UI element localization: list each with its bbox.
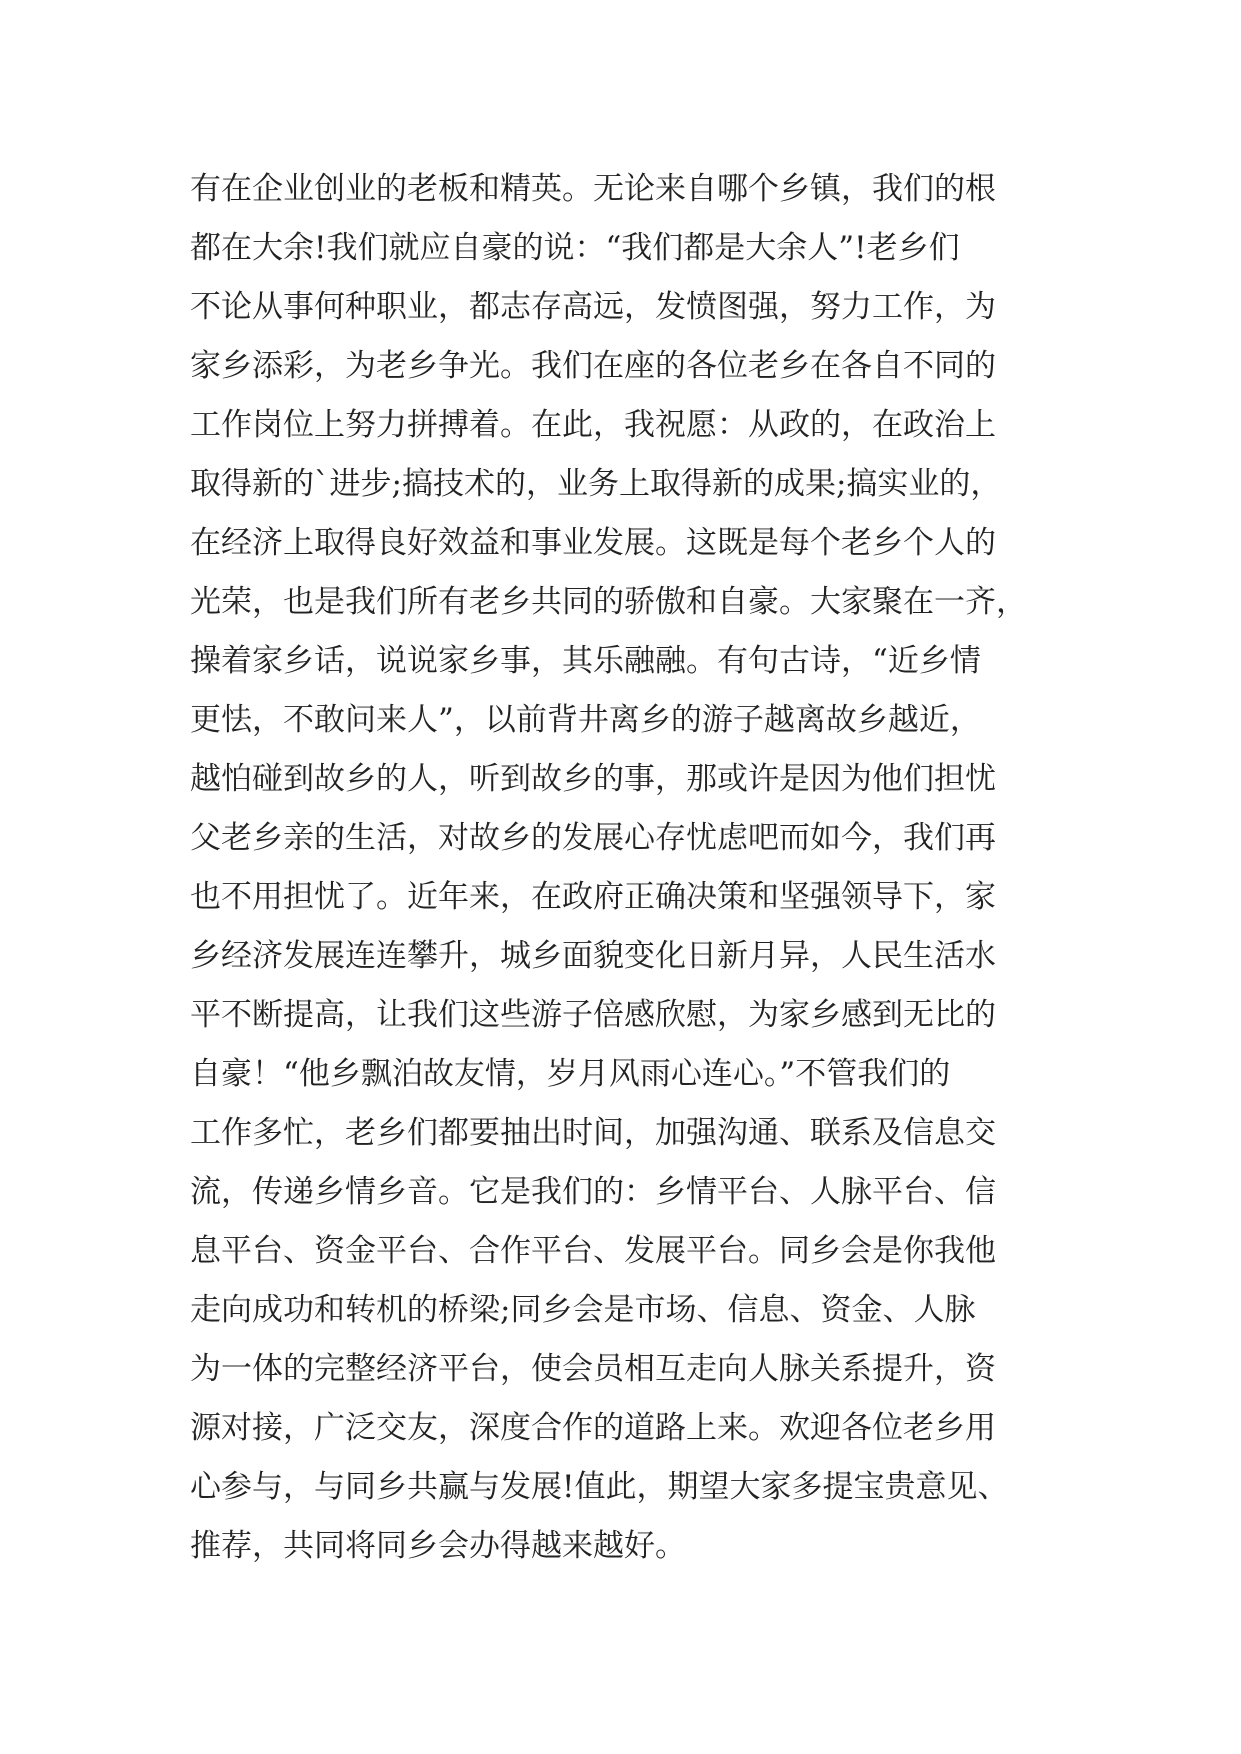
text-line-17: 工作多忙，老乡们都要抽出时间，加强沟通、联系及信息交 bbox=[190, 1115, 996, 1151]
text-line-12: 父老乡亲的生活，对故乡的发展心存忧虑吧而如今，我们再 bbox=[190, 820, 996, 856]
text-line-23: 心参与，与同乡共赢与发展!值此，期望大家多提宝贵意见、 bbox=[190, 1469, 1009, 1505]
text-line-4: 家乡添彩，为老乡争光。我们在座的各位老乡在各自不同的 bbox=[190, 348, 996, 384]
text-line-24: 推荐，共同将同乡会办得越来越好。 bbox=[190, 1528, 686, 1564]
text-line-14: 乡经济发展连连攀升，城乡面貌变化日新月异，人民生活水 bbox=[190, 938, 996, 974]
text-line-5: 工作岗位上努力拼搏着。在此，我祝愿：从政的，在政治上 bbox=[190, 407, 996, 443]
text-line-11: 越怕碰到故乡的人，听到故乡的事，那或许是因为他们担忧 bbox=[190, 761, 996, 797]
text-line-9: 操着家乡话，说说家乡事，其乐融融。有句古诗，“近乡情 bbox=[190, 643, 981, 679]
text-line-10: 更怯，不敢问来人”，以前背井离乡的游子越离故乡越近， bbox=[190, 702, 981, 738]
body-text bbox=[190, 160, 1090, 1576]
text-line-3: 不论从事何种职业，都志存高远，发愤图强，努力工作，为 bbox=[190, 289, 996, 325]
text-line-16: 自豪！“他乡飘泊故友情，岁月风雨心连心。”不管我们的 bbox=[190, 1056, 951, 1092]
text-line-19: 息平台、资金平台、合作平台、发展平台。同乡会是你我他 bbox=[190, 1233, 996, 1269]
text-line-8: 光荣，也是我们所有老乡共同的骄傲和自豪。大家聚在一齐， bbox=[190, 584, 1027, 620]
text-line-18: 流，传递乡情乡音。它是我们的：乡情平台、人脉平台、信 bbox=[190, 1174, 996, 1210]
text-line-21: 为一体的完整经济平台，使会员相互走向人脉关系提升，资 bbox=[190, 1351, 996, 1387]
text-line-2: 都在大余!我们就应自豪的说：“我们都是大余人”!老乡们 bbox=[190, 230, 960, 266]
text-line-13: 也不用担忧了。近年来，在政府正确决策和坚强领导下，家 bbox=[190, 879, 996, 915]
text-line-1: 有在企业创业的老板和精英。无论来自哪个乡镇，我们的根 bbox=[190, 171, 996, 207]
text-line-6: 取得新的`进步;搞技术的，业务上取得新的成果;搞实业的， bbox=[190, 466, 1002, 502]
text-line-22: 源对接，广泛交友，深度合作的道路上来。欢迎各位老乡用 bbox=[190, 1410, 996, 1446]
text-line-20: 走向成功和转机的桥梁;同乡会是市场、信息、资金、人脉 bbox=[190, 1292, 976, 1328]
text-line-15: 平不断提高，让我们这些游子倍感欣慰，为家乡感到无比的 bbox=[190, 997, 996, 1033]
text-line-7: 在经济上取得良好效益和事业发展。这既是每个老乡个人的 bbox=[190, 525, 996, 561]
